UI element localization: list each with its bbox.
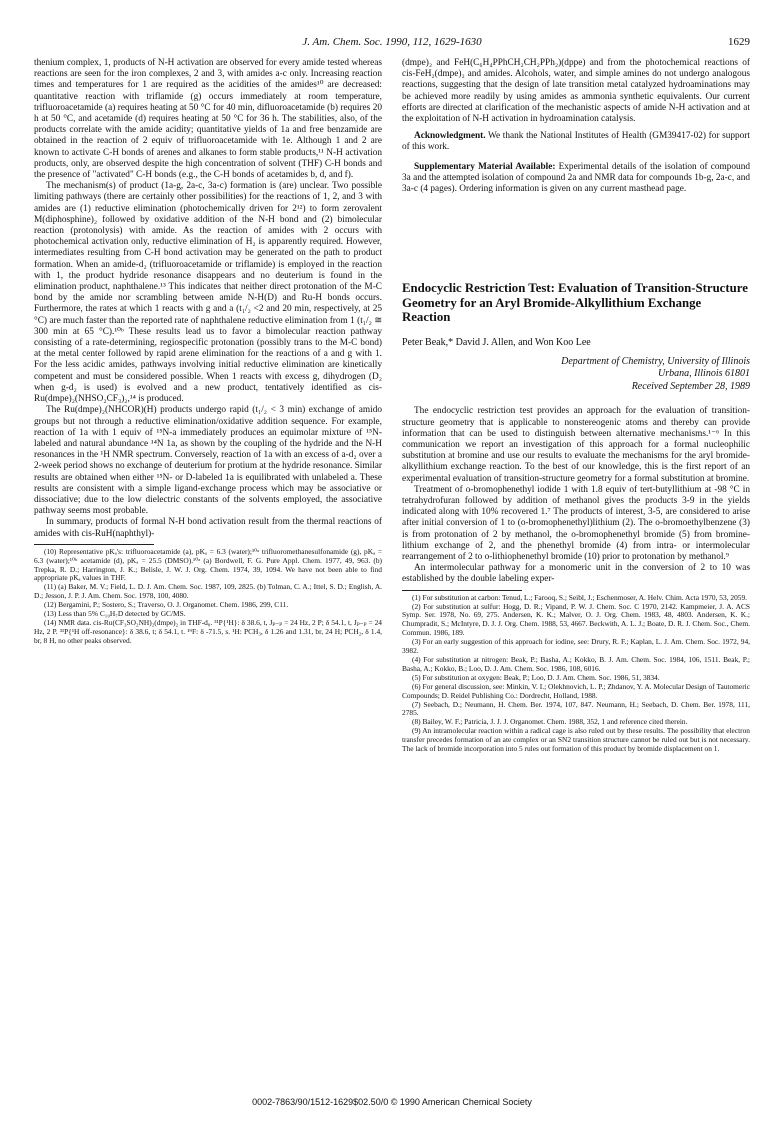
footnote-13: (13) Less than 5% C₁₀H₇D detected by GC/MS. xyxy=(44,609,186,619)
received-date: Received September 28, 1989 xyxy=(631,381,750,393)
footnote-9: (9) An intramolecular reaction within a radical cage is also ruled out by these results. The possibility that electron transfer precedes formation of an ate complex or an SN2 transition structure cannot be ruled out but is not necessary. The lack of bromide incorporation into 5 rules out formation of this product by bromide displacement on 1. xyxy=(402,726,750,754)
footnote-4: (4) For substitution at nitrogen: Beak, P.; Basha, A.; Kokko, B. J. Am. Chem. Soc. 1984, 106, 1511. Beak, P.; Basha, A.; Kokko, B.; Loo, D. J. Am. Chem. Soc. 1986, 108, 6016. xyxy=(402,655,750,673)
acknowledgment xyxy=(402,131,750,153)
affiliation-location: Urbana, Illinois 61801 xyxy=(658,368,750,380)
right-paragraph-2: Treatment of o-bromophenethyl iodide 1 with 1.8 equiv of tert-butyllithium at -98 °C in tetrahydrofuran followed by addition of methanol gives the products 3-9 in the yields indicated along with 10% recovered 1.⁷ The products of interest, 3-5, are considered to arise after initial conversion of 1 to (o-bromophenethyl)lithium (2). The o-bromoethylbenzene (3) is from protonation of 2 by methanol, the o-bromophenethyl bromide (5) from bromine-lithium exchange of 2, and the phenethyl bromide (4) from intra- or intermolecular rearrangement of 2 to o-lithiophenethyl bromide (10) prior to protonation by methanol.⁹ xyxy=(402,484,750,563)
article-authors: Peter Beak,* David J. Allen, and Won Koo Lee xyxy=(402,337,591,349)
left-paragraph-3: The Ru(dmpe)₂(NHCOR)(H) products undergo rapid (t₁/₂ < 3 min) exchange of amido groups but not through a reductive elimination/oxidative addition sequence. For example, reaction of 1a with 1 equiv of ¹⁵N-a immediately produces an equimolar mixture of ¹⁵N-labeled and natural abundance ¹⁴N 1a, as shown by the coupling of the hydride and the N-H resonances in the ¹H NMR spectrum. Conversely, reaction of 1a with an excess of a-d₂ over a 2-week period shows no exchange of deuterium for protium at the hydride resonance. Similar results are obtained when either ¹⁵N- or D-labeled 1a is equilibrated with unlabeled a. These results are consistent with a simple ligand-exchange process which may be associative or dissociative; due to the low dielectric constants of the solvents employed, the associative pathway seems most probable. xyxy=(34,405,383,517)
affiliation-department: Department of Chemistry, University of Illinois xyxy=(561,356,750,368)
copyright-footer: 0002-7863/90/1512-1629$02.50/0 © 1990 American Chemical Society xyxy=(252,1097,532,1107)
right-paragraph-top: (dmpe)₂ and FeH(C₆H₄PPhCH₂CH₂PPh₂)(dppe) and from the photochemical reactions of cis-FeH₂(dmpe)₂ and amides. Alcohols, water, and simple amines do not undergo analogous reactions, suggesting that the design of late transition metal catalyzed hydroaminations may be achieved more readily by using amides as ammonia synthetic equivalents. Our current efforts are directed at clarification of the mechanistic aspects of amide N-H activation and at the exploitation of N-H activation in hydroamination catalysis. xyxy=(402,58,750,125)
footnote-divider xyxy=(34,544,154,545)
footnote-divider xyxy=(402,590,522,591)
footnote-12: (12) Bergamini, P.; Sostero, S.; Traverso, O. J. Organomet. Chem. 1986, 299, C11. xyxy=(44,600,289,610)
footnote-5: (5) For substitution at oxygen: Beak, P.; Loo, D. J. Am. Chem. Soc. 1986, 51, 3834. xyxy=(412,672,660,682)
article-title: Endocyclic Restriction Test: Evaluation of Transition-Structure Geometry for an Aryl Bromide-Alkyllithium Exchange Reaction xyxy=(402,281,748,325)
left-column xyxy=(34,58,382,646)
footnote-2: (2) For substitution at sulfur: Hogg, D. R.; Vipand, P. W. J. Chem. Soc. C 1970, 2142. Kampmeier, J. A. ACS Symp. Ser. 1978, No. 69, 275. Andersen, K. K.; Malver, O. J. Org. Chem. 1983, 48, 4803. Andersen, K. K.; Chumpradit, S.; McIntyre, D. J. J. Org. Chem. 1988, 53, 4667. Beckwith, A. L. J.; Boate, D. R. J. Chem. Soc., Chem. Commun. 1986, 189. xyxy=(402,601,750,638)
page-number: 1629 xyxy=(728,36,750,48)
left-paragraph-1: thenium complex, 1, products of N-H activation are observed for every amide tested whereas reactions are seen for the iron complexes, 2 and 3, with amides a-c only. Increasing reaction times and temperatures for 1 are required as the acidities of the amides¹⁰ are decreased: quantitative reaction with triflamide (g) occurs immediately at room temperature, trifluoroacetamide (a) requires heating at 50 °C for 40 min, difluoroacetamide (b) requires 20 h at 50 °C, and acetamide (d) requires heating at 50 °C for 36 h. The stabilities, also, of the products correlate with the amide acidity; quantitative yields of 1a and free benzamide are obtained in the reaction of 2 equiv of trifluoroacetamide with 1e. Although 1 and 2 are known to activate C-H bonds of arenes and alkanes to form stable products,¹¹ N-H activation products, only, are observed despite the high concentration of solvent (THF) C-H bonds and the presence of "activated" C-H bonds (e.g., the C-H bonds of acetamides b, d, and f). xyxy=(34,58,382,181)
footnote-3: (3) For an early suggestion of this approach for iodine, see: Drury, R. F.; Kaplan, L. J. Am. Chem. Soc. 1972, 94, 3982. xyxy=(402,637,750,656)
journal-citation: J. Am. Chem. Soc. 1990, 112, 1629-1630 xyxy=(302,36,482,48)
footnote-6: (6) For general discussion, see: Minkin, V. I.; Olekhnovich, L. P.; Zhdanov, Y. A. Molecular Design of Tautomeric Compounds; D. Reidel Publishing Co.: Dordrecht, Holland, 1988. xyxy=(402,681,750,700)
right-paragraph-1: The endocyclic restriction test provides an approach for the evaluation of transition-structure geometry that is applicable to nonstereogenic atoms and thereby can provide information that can be used to distinguish between alternative mechanisms.¹⁻⁶ In this communication we report an investigation of this approach for a formal nucleophilic substitution at bromine and use our results to evaluate the mechanisms for the aryl bromide-alkyllithium exchange reaction. To the best of our knowledge, this is the first report of an experimental evaluation of transition-structure geometry for a formal substitution at bromine. xyxy=(402,406,750,484)
acknowledgment-label: Acknowledgment. xyxy=(414,131,486,142)
acknowledgment-text: We thank the National Institutes of Health (GM39417-02) for support of this work. xyxy=(402,131,750,153)
supplementary-text: Experimental details of the isolation of compound 3a and the attempted isolation of compound 2a and NMR data for compounds 1b-g, 2a-c, and 3a-c (4 pages). Ordering information is given on any current masthead page. xyxy=(402,161,750,195)
footnote-1: (1) For substitution at carbon: Tenud, L.; Farooq, S.; Seibl, J.; Eschenmoser, A. Helv. Chim. Acta 1970, 53, 2059. xyxy=(412,592,748,602)
supplementary-material xyxy=(402,162,750,196)
footnote-14: (14) NMR data. cis-Ru(CF₃SO₂NH)₂(dmpe)₂ in THF-d₈. ³¹P{¹H}: δ 38.6, t, Jₚ₋ₚ = 24 Hz, 2 P; δ 54.1, t, Jₚ₋ₚ = 24 Hz, 2 P. ³¹P{¹H off-resonance}: δ 38.6, t; δ 54.1, t. ¹⁹F: δ -71.5, s. ¹H: PCH₃, δ 1.26 and 1.31, br, 24 H; PCH₂, δ 1.4, br, 8 H, no other peaks observed. xyxy=(34,617,382,645)
left-paragraph-4: In summary, products of formal N-H bond activation result from the thermal reactions of amides with cis-RuH(naphthyl)- xyxy=(34,517,382,539)
supplementary-label: Supplementary Material Available: xyxy=(414,161,556,172)
running-header xyxy=(34,36,750,50)
left-paragraph-2: The mechanism(s) of product (1a-g, 2a-c, 3a-c) formation is (are) unclear. Two possible limiting pathways (there are certainly other possibilities) for the reactions of 1, 2, and 3 with amides are (1) reductive elimination (photochemically driven for 2¹²) to form zerovalent M(diphosphine)₂ followed by oxidative addition of the N-H bond and (2) bimolecular reaction (protonolysis) with amide. As the reaction of amides with 2 occurs with photochemical activation only, reductive elimination of H₂ is apparently required. However, intermediates resulting from C-H bond activation may be generated on the path to product formation. When an amide-d₂ (trifluoroacetamide or triflamide) is employed in the reaction with 1, the product hydride resonance disappears and no deuterium is found in the elimination product, naphthalene.¹³ This indicates that neither direct protonation of the M-C bond by the amide nor scrambling between amide N-H(D) and Ru-H bonds occurs. Furthermore, the rates at which 1 reacts with g and a (t₁/₂ <2 and 20 min, respectively, at 25 °C) are much faster than the reported rate of naphthalene reductive elimination from 1 (t₁/₂ ≅ 300 min at 65 °C).¹⁰ᵇ These results lead us to favor a bimolecular reaction pathway consisting of a rate-determining, regiospecific protonation (possibly trans to the M-C bond) at the metal center followed by rapid arene elimination for the reactions of a and g with 1. For the less acidic amides, pathways involving initial reductive elimination are kinetically competent and must be considered possible. When 1 reacts with excess g, dihydrogen (D₂ when g-d₂ is used) is evolved and a new product, tentatively identified as cis-Ru(dmpe)₂(NHSO₂CF₃)₂,¹⁴ is produced. xyxy=(34,181,382,405)
article-body xyxy=(402,406,750,585)
footnote-10: (10) Representative pKₐ's: trifluoroacetamide (a), pKₐ = 6.3 (water);¹⁰ᵃ trifluoromethanesulfonamide (g), pKₐ = 6.3 (water);¹⁰ᵇ acetamide (d), pKₐ = 25.5 (DMSO).¹⁰ᵃ (a) Bordwell, F. G. Pure Appl. Chem. 1977, 49, 963. (b) Trepka, R. D.; Harrington, J. K.; Belisle, J. W. J. Org. Chem. 1974, 39, 1094. We have not been able to find appropriate pKₐ values in THF. xyxy=(34,546,382,583)
right-paragraph-3: An intermolecular pathway for a monomeric unit in the conversion of 2 to 10 was established by the double labeling exper- xyxy=(402,563,750,585)
footnote-7: (7) Seebach, D.; Neumann, H. Chem. Ber. 1974, 107, 847. Neumann, H.; Seebach, D. Chem. Ber. 1978, 111, 2785. xyxy=(402,699,750,718)
footnote-11: (11) (a) Baker, M. V.; Field, L. D. J. Am. Chem. Soc. 1987, 109, 2825. (b) Tolman, C. A.; Ittel, S. D.; English, A. D.; Jesson, J. P. J. Am. Chem. Soc. 1978, 100, 4080. xyxy=(34,582,382,601)
right-column xyxy=(402,58,750,754)
footnote-8: (8) Bailey, W. F.; Patricia, J. J. J. Organomet. Chem. 1988, 352, 1 and reference cited therein. xyxy=(412,717,688,727)
